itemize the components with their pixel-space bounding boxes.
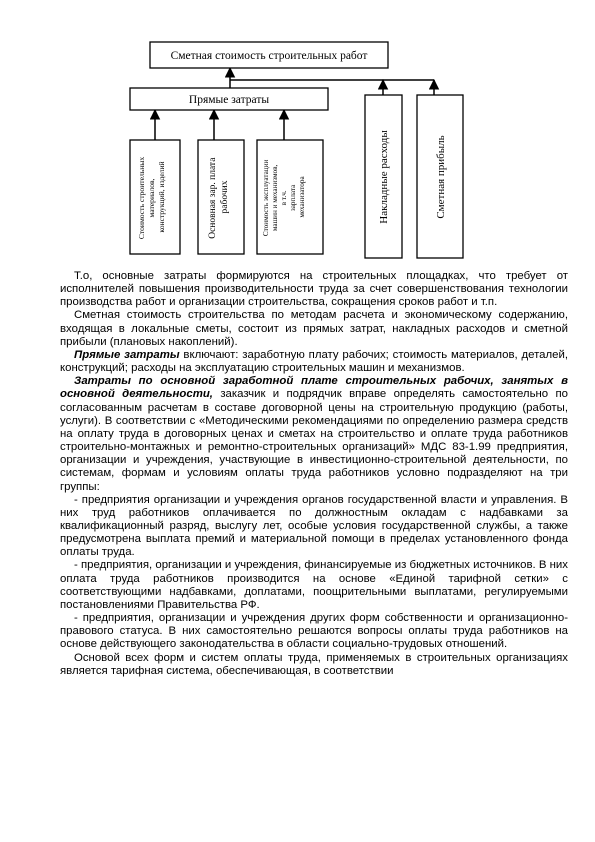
total-cost-label: Сметная стоимость строительных работ [170,50,368,62]
paragraph: Основой всех форм и систем оплаты труда, применяемых в строительных организациях является тарифная система, обеспечивающая, в соответствии [60,651,568,677]
direct-costs-label: Прямые затраты [188,94,270,106]
overhead-label: Накладные расходы [378,130,390,224]
paragraph: - предприятия организации и учреждения органов государственной власти и управления. В них труд работников оплачивается по должностным окладам с надбавками за квалификационный разряд, выслугу лет, особые условия государственной службы, а также предусмотрена выплата премий и материальной помощи в пределах установленного фонда оплаты труда. [60,493,568,559]
paragraph: - предприятия, организации и учреждения, финансируемые из бюджетных источников. В них оплата труда работников производится на основе «Единой тарифной сетки» с соответствующими надбавками, доплатами, поощрительными выплатами, регулируемыми постановлениями Правительства РФ. [60,559,568,611]
wages-label: Основная зар. плата рабочих [208,157,230,239]
machinery-cost-label: Стоимость эксплуатации машин и механизмов, в т.ч. зарплата механизатора [262,159,306,237]
body-text [60,270,568,678]
term-wage-costs: Затраты по основной заработной плате строительных рабочих, занятых в основной деятельности, [60,375,568,401]
paragraph: Прямые затраты включают: заработную плату рабочих; стоимость материалов, деталей, конструкций; расходы на эксплуатацию строительных машин и механизмов. [60,348,569,375]
profit-label: Сметная прибыль [435,135,447,219]
paragraph: Т.о, основные затраты формируются на строительных площадках, что требует от исполнителей повышения производительности труда за счет совершенствования технологии производства работ и организации строительства, сокращения сроков работ и т.п. [60,270,568,309]
paragraph: Затраты по основной заработной плате строительных рабочих, занятых в основной деятельности, заказчик и подрядчик вправе определять самостоятельно по согласованным расчетам в составе договорной цены на строительную продукцию (работы, услуги). В соответствии с «Методическими рекомендациями по определению размера средств на оплату труда в договорных ценах и сметах на строительство и оплате труда работников строительно-монтажных и ремонтно-строительных организаций» МДС 83-1.99 предприятия, организации и учреждения, участвующие в инвестиционно-строительной деятельности, по системам, формам и условиям оплаты труда работников условно подразделяют на три группы: [60,375,568,493]
materials-cost-label: Стоимость строительных материалов, конструкций, изделий [137,156,166,240]
paragraph: Сметная стоимость строительства по методам расчета и экономическому содержанию, входящая в локальные сметы, состоит из прямых затрат, накладных расходов и сметной прибыли (плановых накоплений). [60,309,568,348]
term-direct-costs: Прямые затраты [74,348,180,361]
cost-structure-diagram [0,0,595,270]
paragraph: - предприятия, организации и учреждения других форм собственности и организационно-правового статуса. В них самостоятельно решаются вопросы оплаты труда работников на основе действующего законодательства в области социально-трудовых отношений. [60,612,568,651]
